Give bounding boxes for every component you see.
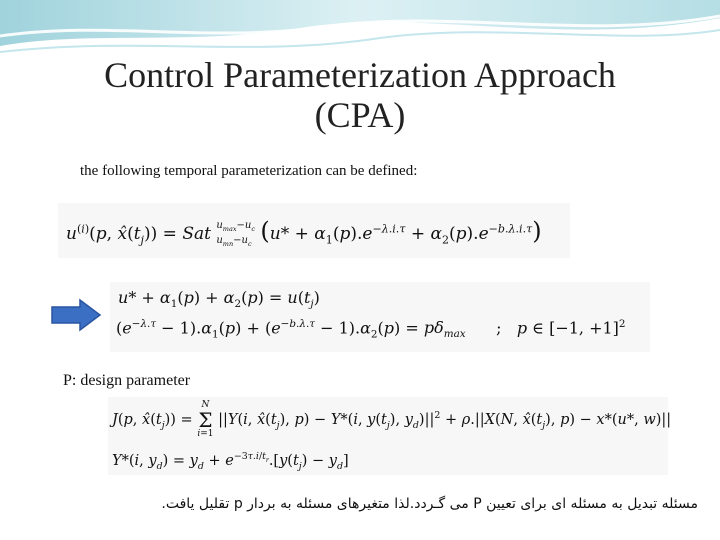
persian-footer-text: مسئله تبدیل به مسئله ای برای تعیین P می گـردد.لذا متغیرهای مسئله به بردار p تقلیل یافت. bbox=[161, 496, 698, 512]
title-line-2: (CPA) bbox=[314, 95, 406, 135]
equation-text: $u^{(i)}(p$, $x̂(t_j)$) = Sat $u_{max}-u_c$ $u_{mn}-u_c$ $(u* + \alpha_1(p).e^{-\lambda.i.\tau} + \alpha_2(p).e^{-b.\lambda.i.\tau})$ bbox=[66, 217, 542, 248]
equation-line-1: J(p, $x̂(t_j)) = N$ Σ i=1 ||Y(i, $x̂(t_j)$, p) − Y*(i, $y(t_j)$, $y_d)||^2 + \rho.||X(N$, $x̂(t_j)$, p) − x*(u*, w)|| bbox=[112, 400, 672, 439]
design-parameter-label: P: design parameter bbox=[63, 372, 191, 389]
equation-control-law bbox=[58, 203, 570, 258]
equation-constraints bbox=[110, 282, 650, 352]
title-line-1: Control Parameterization Approach bbox=[104, 55, 616, 95]
equation-line-1: $u* + \alpha_1(p) + \alpha_2(p) = u(t_j)$ bbox=[118, 288, 320, 311]
intro-text: the following temporal parameterization can be defined: bbox=[80, 163, 418, 179]
equation-cost-function bbox=[108, 397, 672, 475]
right-arrow-icon bbox=[50, 298, 102, 332]
slide-title bbox=[0, 55, 720, 135]
equation-line-2: $(e^{-\lambda.\tau} - 1).\alpha_1(p) + (e^{-b.\lambda.\tau} - 1).\alpha_2(p) = p\delta_{max}$ ; p ∈ [−1, +1]$^2$ bbox=[116, 318, 626, 341]
equation-line-2: Y*(i, $y_d) = y_d + e^{-3\tau.i/t_r}.[y(t_j) - y_d]$ bbox=[112, 451, 349, 472]
